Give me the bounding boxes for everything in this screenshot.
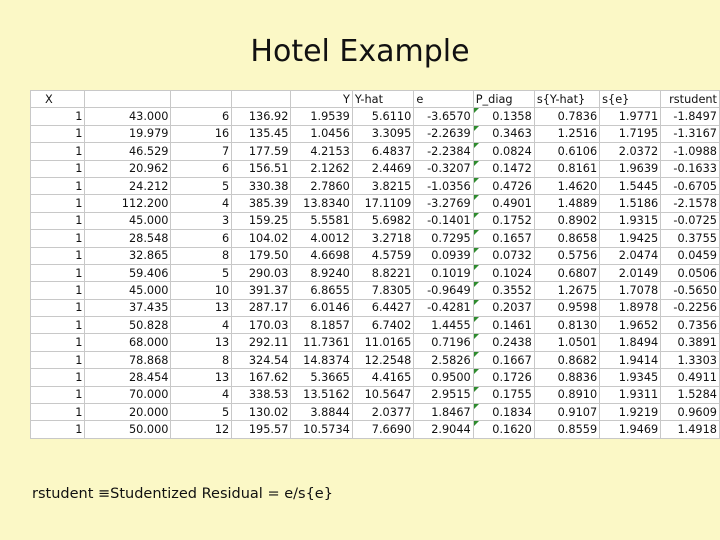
table-cell: 13 xyxy=(171,334,232,351)
table-cell: 7.6690 xyxy=(352,421,413,438)
table-cell: 0.8682 xyxy=(534,351,599,368)
table-cell: 4 xyxy=(171,195,232,212)
table-cell: -3.6570 xyxy=(414,108,473,125)
table-cell: -2.2384 xyxy=(414,143,473,160)
table-cell: 4.5759 xyxy=(352,247,413,264)
table-cell: 0.1834 xyxy=(473,404,534,421)
table-cell: 28.548 xyxy=(85,230,171,247)
table-row xyxy=(31,143,720,160)
table-cell: 195.57 xyxy=(232,421,291,438)
table-cell: 1.9311 xyxy=(600,386,661,403)
table-cell: 1.4455 xyxy=(414,317,473,334)
table-cell: 2.4469 xyxy=(352,160,413,177)
table-cell: 1.4620 xyxy=(534,177,599,194)
table-cell: 5.5581 xyxy=(291,212,352,229)
table-cell: 6 xyxy=(171,160,232,177)
table-cell: 2.0149 xyxy=(600,264,661,281)
table-cell: 1.0501 xyxy=(534,334,599,351)
table-cell: 1.8467 xyxy=(414,404,473,421)
table-cell: 1 xyxy=(31,195,85,212)
table-cell: 1.9771 xyxy=(600,108,661,125)
table-row xyxy=(31,334,720,351)
column-header: P_diag xyxy=(473,91,534,108)
table-cell: 11.0165 xyxy=(352,334,413,351)
table-cell: 1 xyxy=(31,351,85,368)
table-cell: -0.4281 xyxy=(414,299,473,316)
table-cell: 68.000 xyxy=(85,334,171,351)
table-cell: 3 xyxy=(171,212,232,229)
table-cell: 3.2718 xyxy=(352,230,413,247)
table-cell: -1.0356 xyxy=(414,177,473,194)
column-header xyxy=(85,91,171,108)
table-cell: 1.2675 xyxy=(534,282,599,299)
table-cell: 2.7860 xyxy=(291,177,352,194)
table-cell: 0.8161 xyxy=(534,160,599,177)
table-cell: 0.7295 xyxy=(414,230,473,247)
table-row xyxy=(31,212,720,229)
table-cell: 0.0939 xyxy=(414,247,473,264)
table-cell: 2.9044 xyxy=(414,421,473,438)
table-cell: 1.9425 xyxy=(600,230,661,247)
table-cell: 19.979 xyxy=(85,125,171,142)
table-cell: 0.9598 xyxy=(534,299,599,316)
table-cell: 1.9469 xyxy=(600,421,661,438)
table-cell: 1.4918 xyxy=(661,421,720,438)
table-cell: 45.000 xyxy=(85,212,171,229)
table-cell: 0.0506 xyxy=(661,264,720,281)
table-cell: 1 xyxy=(31,404,85,421)
column-header: X xyxy=(31,91,85,108)
table-cell: -1.0988 xyxy=(661,143,720,160)
table-cell: 2.9515 xyxy=(414,386,473,403)
table-row xyxy=(31,108,720,125)
table-cell: 0.1667 xyxy=(473,351,534,368)
table-cell: 16 xyxy=(171,125,232,142)
table-cell: -2.2639 xyxy=(414,125,473,142)
table-cell: 13.5162 xyxy=(291,386,352,403)
table-cell: 1.9345 xyxy=(600,369,661,386)
table-cell: 1 xyxy=(31,317,85,334)
table-cell: 17.1109 xyxy=(352,195,413,212)
table-cell: 6 xyxy=(171,108,232,125)
table-cell: 0.1726 xyxy=(473,369,534,386)
column-header: Y-hat xyxy=(352,91,413,108)
table-cell: 0.2438 xyxy=(473,334,534,351)
table-cell: 156.51 xyxy=(232,160,291,177)
table-cell: 4 xyxy=(171,317,232,334)
table-cell: 10 xyxy=(171,282,232,299)
table-cell: 1 xyxy=(31,299,85,316)
table-cell: 1.9652 xyxy=(600,317,661,334)
table-cell: -1.3167 xyxy=(661,125,720,142)
hotel-data-table xyxy=(30,90,720,439)
table-cell: 4 xyxy=(171,386,232,403)
table-cell: 5.6982 xyxy=(352,212,413,229)
slide-title: Hotel Example xyxy=(250,34,470,69)
table-cell: 391.37 xyxy=(232,282,291,299)
table-cell: -0.3207 xyxy=(414,160,473,177)
table-cell: 104.02 xyxy=(232,230,291,247)
table-cell: 6.4427 xyxy=(352,299,413,316)
column-header: s{e} xyxy=(600,91,661,108)
table-cell: 45.000 xyxy=(85,282,171,299)
table-cell: 78.868 xyxy=(85,351,171,368)
table-cell: 0.0824 xyxy=(473,143,534,160)
table-cell: 0.4726 xyxy=(473,177,534,194)
table-row xyxy=(31,386,720,403)
table-cell: 330.38 xyxy=(232,177,291,194)
table-row xyxy=(31,317,720,334)
table-row xyxy=(31,299,720,316)
table-cell: 0.8559 xyxy=(534,421,599,438)
table-cell: 179.50 xyxy=(232,247,291,264)
table-cell: 12 xyxy=(171,421,232,438)
table-cell: 2.1262 xyxy=(291,160,352,177)
table-cell: 1 xyxy=(31,247,85,264)
table-cell: -3.2769 xyxy=(414,195,473,212)
table-cell: 1.8978 xyxy=(600,299,661,316)
table-cell: 338.53 xyxy=(232,386,291,403)
table-cell: 2.0474 xyxy=(600,247,661,264)
table-cell: 2.0377 xyxy=(352,404,413,421)
table-cell: 6.7402 xyxy=(352,317,413,334)
table-cell: 112.200 xyxy=(85,195,171,212)
table-cell: 1 xyxy=(31,369,85,386)
table-cell: 1 xyxy=(31,264,85,281)
table-cell: 0.0732 xyxy=(473,247,534,264)
table-cell: 136.92 xyxy=(232,108,291,125)
table-cell: 70.000 xyxy=(85,386,171,403)
footnote: rstudent ≡Studentized Residual = e/s{e} xyxy=(32,486,333,502)
table-cell: 0.8902 xyxy=(534,212,599,229)
table-cell: 1.7195 xyxy=(600,125,661,142)
table-row xyxy=(31,230,720,247)
table-cell: 5 xyxy=(171,264,232,281)
table-cell: 1.9315 xyxy=(600,212,661,229)
table-cell: 1 xyxy=(31,334,85,351)
table-row xyxy=(31,125,720,142)
table-cell: 130.02 xyxy=(232,404,291,421)
table-row xyxy=(31,247,720,264)
table-cell: 13 xyxy=(171,299,232,316)
header-row xyxy=(31,91,720,108)
table-cell: 167.62 xyxy=(232,369,291,386)
table-cell: 1 xyxy=(31,282,85,299)
table-cell: 2.0372 xyxy=(600,143,661,160)
table-cell: 324.54 xyxy=(232,351,291,368)
table-cell: 20.000 xyxy=(85,404,171,421)
table-cell: 46.529 xyxy=(85,143,171,160)
table-cell: 0.7836 xyxy=(534,108,599,125)
table-cell: 1 xyxy=(31,125,85,142)
table-cell: 20.962 xyxy=(85,160,171,177)
table-row xyxy=(31,404,720,421)
table-cell: 4.6698 xyxy=(291,247,352,264)
table-row xyxy=(31,264,720,281)
table-cell: 1 xyxy=(31,230,85,247)
table-cell: 13.8340 xyxy=(291,195,352,212)
table-cell: -0.5650 xyxy=(661,282,720,299)
table-cell: 0.4901 xyxy=(473,195,534,212)
table-cell: -0.9649 xyxy=(414,282,473,299)
table-cell: 1 xyxy=(31,386,85,403)
table-cell: 0.4911 xyxy=(661,369,720,386)
table-cell: 1 xyxy=(31,160,85,177)
table-cell: 0.7356 xyxy=(661,317,720,334)
table-cell: 8.8221 xyxy=(352,264,413,281)
table-cell: -0.1401 xyxy=(414,212,473,229)
table-cell: 0.1358 xyxy=(473,108,534,125)
table-cell: 6.0146 xyxy=(291,299,352,316)
table-cell: 159.25 xyxy=(232,212,291,229)
table-cell: 8 xyxy=(171,247,232,264)
table-cell: 0.2037 xyxy=(473,299,534,316)
table-cell: 8 xyxy=(171,351,232,368)
table-cell: 14.8374 xyxy=(291,351,352,368)
table-cell: 0.3552 xyxy=(473,282,534,299)
table-cell: 11.7361 xyxy=(291,334,352,351)
table-row xyxy=(31,195,720,212)
table-cell: 1.7078 xyxy=(600,282,661,299)
table-cell: 0.1019 xyxy=(414,264,473,281)
column-header: s{Y-hat} xyxy=(534,91,599,108)
table-cell: 0.3755 xyxy=(661,230,720,247)
table-cell: 135.45 xyxy=(232,125,291,142)
table-cell: 10.5734 xyxy=(291,421,352,438)
table-cell: 1 xyxy=(31,421,85,438)
table-cell: 0.1755 xyxy=(473,386,534,403)
table-cell: 385.39 xyxy=(232,195,291,212)
column-header: rstudent xyxy=(661,91,720,108)
table-cell: 12.2548 xyxy=(352,351,413,368)
table-cell: 292.11 xyxy=(232,334,291,351)
table-cell: 50.000 xyxy=(85,421,171,438)
table-cell: 1.0456 xyxy=(291,125,352,142)
table-cell: -2.1578 xyxy=(661,195,720,212)
table-cell: 0.9500 xyxy=(414,369,473,386)
table-cell: 6.4837 xyxy=(352,143,413,160)
column-header xyxy=(171,91,232,108)
table-cell: 59.406 xyxy=(85,264,171,281)
table-cell: 0.3891 xyxy=(661,334,720,351)
table-cell: 1.9219 xyxy=(600,404,661,421)
table-cell: 0.6807 xyxy=(534,264,599,281)
table-row xyxy=(31,369,720,386)
table-cell: 5.3665 xyxy=(291,369,352,386)
table-cell: 3.8844 xyxy=(291,404,352,421)
table-cell: 1.4889 xyxy=(534,195,599,212)
table-cell: 5 xyxy=(171,404,232,421)
table-cell: 0.1620 xyxy=(473,421,534,438)
table-cell: -0.0725 xyxy=(661,212,720,229)
table-cell: 0.5756 xyxy=(534,247,599,264)
table-cell: -1.8497 xyxy=(661,108,720,125)
table-cell: 1 xyxy=(31,177,85,194)
column-header: Y xyxy=(291,91,352,108)
table-cell: 37.435 xyxy=(85,299,171,316)
table-cell: 0.8658 xyxy=(534,230,599,247)
table-cell: 1.9414 xyxy=(600,351,661,368)
table-row xyxy=(31,160,720,177)
table-cell: 6 xyxy=(171,230,232,247)
table-cell: 290.03 xyxy=(232,264,291,281)
table-cell: -0.2256 xyxy=(661,299,720,316)
table-cell: 1.9639 xyxy=(600,160,661,177)
table-cell: 0.9609 xyxy=(661,404,720,421)
table-cell: 0.3463 xyxy=(473,125,534,142)
table-cell: 5 xyxy=(171,177,232,194)
table-row xyxy=(31,351,720,368)
table-cell: 8.9240 xyxy=(291,264,352,281)
table-cell: 0.1472 xyxy=(473,160,534,177)
table-cell: 0.1461 xyxy=(473,317,534,334)
table-cell: 1.5186 xyxy=(600,195,661,212)
table-cell: 50.828 xyxy=(85,317,171,334)
table-cell: 0.1024 xyxy=(473,264,534,281)
table-cell: 1.5445 xyxy=(600,177,661,194)
table-cell: 287.17 xyxy=(232,299,291,316)
table-cell: 170.03 xyxy=(232,317,291,334)
table-cell: 1.9539 xyxy=(291,108,352,125)
table-cell: 6.8655 xyxy=(291,282,352,299)
table-cell: 28.454 xyxy=(85,369,171,386)
table-cell: 0.7196 xyxy=(414,334,473,351)
table-cell: 5.6110 xyxy=(352,108,413,125)
table-cell: 0.1657 xyxy=(473,230,534,247)
table-cell: 1.5284 xyxy=(661,386,720,403)
table-row xyxy=(31,177,720,194)
table-cell: 2.5826 xyxy=(414,351,473,368)
table-cell: 0.1752 xyxy=(473,212,534,229)
table-cell: 10.5647 xyxy=(352,386,413,403)
table-cell: 4.2153 xyxy=(291,143,352,160)
table-cell: 13 xyxy=(171,369,232,386)
table-cell: 7.8305 xyxy=(352,282,413,299)
table-cell: 1 xyxy=(31,212,85,229)
table-cell: 1 xyxy=(31,108,85,125)
table-cell: 0.8130 xyxy=(534,317,599,334)
table-cell: 177.59 xyxy=(232,143,291,160)
table-cell: 43.000 xyxy=(85,108,171,125)
table-cell: 1.3303 xyxy=(661,351,720,368)
table-cell: 1.2516 xyxy=(534,125,599,142)
table-cell: 0.9107 xyxy=(534,404,599,421)
table-cell: 0.6106 xyxy=(534,143,599,160)
table-cell: 24.212 xyxy=(85,177,171,194)
table-cell: 0.8910 xyxy=(534,386,599,403)
table-cell: 4.4165 xyxy=(352,369,413,386)
table-cell: 3.3095 xyxy=(352,125,413,142)
table-cell: 32.865 xyxy=(85,247,171,264)
table-cell: -0.6705 xyxy=(661,177,720,194)
column-header: e xyxy=(414,91,473,108)
column-header xyxy=(232,91,291,108)
table-cell: 3.8215 xyxy=(352,177,413,194)
table-row xyxy=(31,421,720,438)
table-cell: 1 xyxy=(31,143,85,160)
table-cell: 1.8494 xyxy=(600,334,661,351)
table-cell: 0.8836 xyxy=(534,369,599,386)
table-cell: 8.1857 xyxy=(291,317,352,334)
table-cell: 0.0459 xyxy=(661,247,720,264)
table-cell: -0.1633 xyxy=(661,160,720,177)
table-cell: 4.0012 xyxy=(291,230,352,247)
table-cell: 7 xyxy=(171,143,232,160)
table-row xyxy=(31,282,720,299)
